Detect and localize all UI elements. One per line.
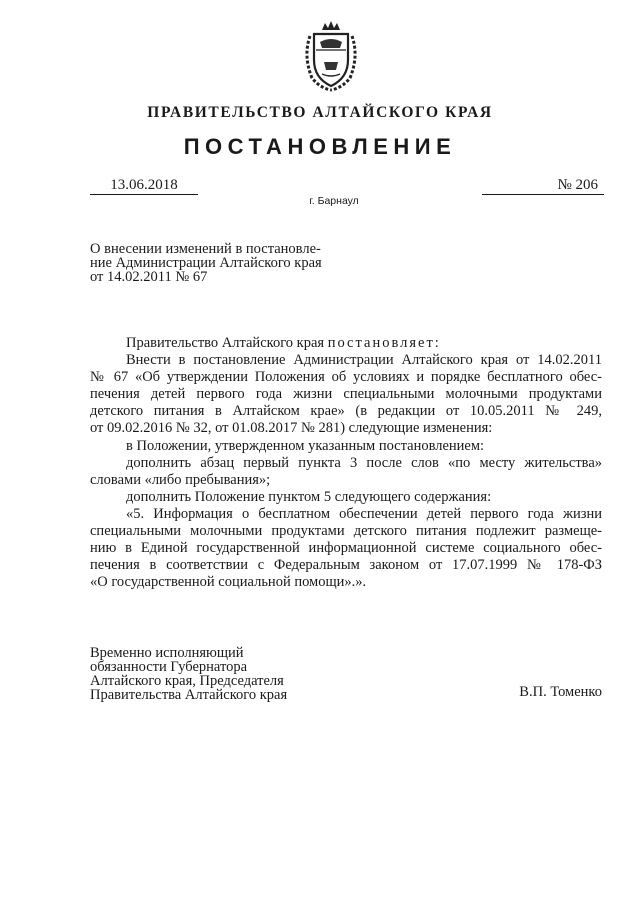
signer-name: В.П. Томенко (519, 684, 602, 700)
body-line: № 67 «Об утверждении Положения об условиях и порядке бесплатного обес- (90, 369, 602, 386)
body-line: «О государственной социальной помощи».». (90, 574, 367, 591)
document-type-title: ПОСТАНОВЛЕНИЕ (183, 134, 457, 159)
signer-position (90, 646, 350, 702)
body-line: в Положении, утвержденном указанным постановлением: (126, 437, 485, 454)
subject-line: ние Администрации Алтайского края (90, 255, 322, 271)
body-line: «5. Информация о бесплатном обеспечении детей первого года жизни (126, 505, 602, 522)
intro-prefix: Правительство Алтайского края (126, 335, 328, 351)
body-line: словами «либо пребывания»; (90, 471, 271, 488)
subject-line: О внесении изменений в постановле- (90, 241, 321, 257)
signer-position-line: Временно исполняющий (90, 645, 244, 661)
body-line: дополнить Положение пунктом 5 следующего содержания: (126, 488, 492, 505)
body-line: Внести в постановление Администрации Алтайского края от 14.02.2011 (126, 352, 602, 369)
document-date: 13.06.2018 (90, 176, 198, 195)
signer-position-line: обязанности Губернатора (90, 659, 248, 675)
body-line: дополнить абзац первый пункта 3 после слов «по месту жительства» (126, 454, 602, 471)
body-intro-line (90, 335, 602, 352)
intro-spaced-word: постановляет: (327, 335, 441, 351)
city-label: г. Барнаул (309, 195, 359, 207)
document-body (90, 335, 602, 591)
body-line: печения в соответствии с Федеральным законом от 17.07.1999 № 178-ФЗ (90, 557, 602, 574)
document-subject (90, 242, 390, 284)
body-line: от 09.02.2016 № 32, от 01.08.2017 № 281) следующие изменения: (90, 420, 493, 437)
body-line: детского питания в Алтайском крае» (в редакции от 10.05.2011 № 249, (90, 403, 602, 420)
signer-position-line: Алтайского края, Председателя (90, 673, 284, 689)
body-line: нию в Единой государственной информационной системе социального обес- (90, 540, 602, 557)
body-line: специальными молочными продуктами детского питания подлежит размеще- (90, 523, 602, 540)
subject-line: от 14.02.2011 № 67 (90, 269, 208, 285)
document-number (482, 176, 604, 195)
coat-of-arms-emblem (300, 20, 362, 92)
government-name: ПРАВИТЕЛЬСТВО АЛТАЙСКОГО КРАЯ (147, 104, 493, 121)
signer-position-line: Правительства Алтайского края (90, 687, 288, 703)
document-number-text: № 206 (557, 177, 598, 193)
body-line: печения детей первого года жизни специальными молочными продуктами (90, 386, 602, 403)
